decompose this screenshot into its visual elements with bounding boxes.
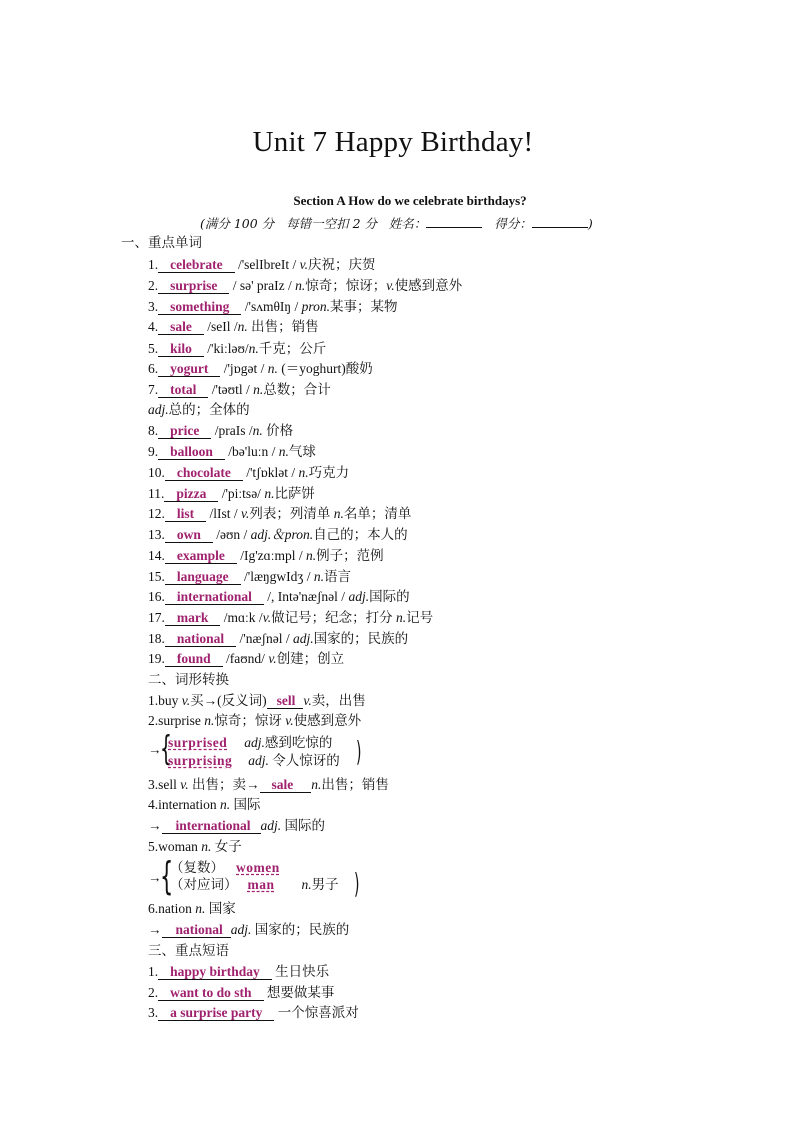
conversion-5a: （复数） women [170, 860, 280, 875]
answer-sale: sale [158, 320, 204, 335]
answer-language: language [165, 570, 241, 585]
word-row: 2. surprise / sə' praIz / n.惊奇；惊讶；v.使感到意外 [148, 278, 463, 293]
arrow: → [148, 870, 162, 885]
word-row: 6. yogurt /'jɒgət / n. (＝yoghurt)酸奶 [148, 361, 373, 376]
word-row: 17. mark /mɑːk /v.做记号；纪念；打分 n.记号 [148, 610, 434, 625]
answer-own: own [165, 528, 213, 543]
answer-chocolate: chocolate [165, 466, 243, 481]
conversion-6: 6.nation n. 国家 [148, 901, 236, 916]
conversion-2b: surprising adj. 令人惊讶的 [168, 753, 340, 768]
answer-national: national [165, 632, 236, 647]
conversion-4: 4.internation n. 国际 [148, 797, 261, 812]
word-row: 18. national /'næʃnəl / adj.国家的；民族的 [148, 631, 409, 646]
word-row: 8. price /praIs /n. 价格 [148, 423, 294, 438]
arrow: → [148, 742, 162, 757]
answer-mark: mark [165, 611, 221, 626]
word-row: 3. something /'sʌmθIŋ / pron.某事；某物 [148, 299, 398, 314]
word-row: 15. language /'læŋgwIdʒ / n.语言 [148, 569, 351, 584]
word-row: 11. pizza /'piːtsə/ n.比萨饼 [148, 486, 315, 501]
word-row: 7. total /'təʊtl / n.总数；合计 [148, 382, 331, 397]
conversion-2: 2.surprise n.惊奇；惊讶 v.使感到意外 [148, 713, 362, 728]
answer-international: international [165, 590, 264, 605]
conversion-3: 3.sell v. 出售；卖→ sale n.出售；销售 [148, 777, 389, 792]
conversion-2a: surprised adj.感到吃惊的 [168, 735, 333, 750]
score-blank [532, 216, 588, 228]
section-title: Section A How do we celebrate birthdays? [293, 193, 527, 208]
word-row: 10. chocolate /'tʃɒklət / n.巧克力 [148, 465, 350, 480]
word-row: 12. list /lIst / v.列表；列清单 n.名单；清单 [148, 506, 412, 521]
word-row: 5. kilo /'kiːləʊ/n.千克；公斤 [148, 341, 327, 356]
phrase-answer: a surprise party [158, 1006, 274, 1021]
answer-price: price [158, 424, 211, 439]
word-row: 9. balloon /bə'luːn / n.气球 [148, 444, 316, 459]
answer-balloon: balloon [158, 445, 225, 460]
answer-found: found [165, 652, 223, 667]
answer-surprise: surprise [158, 279, 229, 294]
heading-key-words: 一、重点单词 [121, 235, 202, 250]
answer-something: something [158, 300, 241, 315]
answer-yogurt: yogurt [158, 362, 220, 377]
answer-total: total [158, 383, 208, 398]
right-paren: ) [356, 735, 362, 768]
conversion-5: 5.woman n. 女子 [148, 839, 242, 854]
left-brace: { [160, 854, 174, 898]
word-row: 4. sale /seIl /n. 出售；销售 [148, 319, 319, 334]
phrase-row: 2. want to do sth 想要做某事 [148, 985, 335, 1000]
phrase-answer: happy birthday [158, 965, 272, 980]
answer-sell: sell [267, 694, 304, 709]
word-row: 14. example /Ig'zɑːmpl / n.例子；范例 [148, 548, 384, 563]
word-row: 19. found /faʊnd/ v.创建；创立 [148, 651, 345, 666]
answer-sale: sale [260, 778, 312, 793]
answer-example: example [165, 549, 237, 564]
answer-pizza: pizza [164, 487, 218, 502]
name-blank [426, 216, 482, 228]
conversion-6a: → national adj. 国家的；民族的 [148, 922, 350, 937]
left-brace: { [160, 729, 172, 769]
page-title: Unit 7 Happy Birthday! [252, 126, 534, 158]
answer-list: list [165, 507, 206, 522]
score-line: (满分 100 分 每错一空扣 2 分 姓名： 得分： ) [200, 216, 593, 231]
word-row: 13. own /əʊn / adj.＆pron.自己的；本人的 [148, 527, 408, 542]
word-row: 16. international /, Intə'næʃnəl / adj.国际的 [148, 589, 410, 604]
answer-international: international [162, 819, 261, 834]
answer-kilo: kilo [158, 342, 204, 357]
phrase-row: 3. a surprise party 一个惊喜派对 [148, 1005, 359, 1020]
conversion-4a: → international adj. 国际的 [148, 818, 326, 833]
answer-national: national [162, 923, 231, 938]
heading-key-phrases: 三、重点短语 [148, 943, 229, 958]
heading-word-forms: 二、词形转换 [148, 672, 229, 687]
phrase-answer: want to do sth [158, 986, 263, 1001]
conversion-1: 1.buy v.买→(反义词) sell v.卖，出售 [148, 693, 366, 708]
answer-celebrate: celebrate [158, 258, 234, 273]
conversion-5b: （对应词） man n.男子 [170, 877, 339, 892]
phrase-row: 1. happy birthday 生日快乐 [148, 964, 330, 979]
right-paren: ) [354, 867, 360, 900]
word-row: 1. celebrate /'selIbreIt / v.庆祝；庆贺 [148, 257, 376, 272]
total-extra-line: adj.总的；全体的 [148, 402, 250, 417]
